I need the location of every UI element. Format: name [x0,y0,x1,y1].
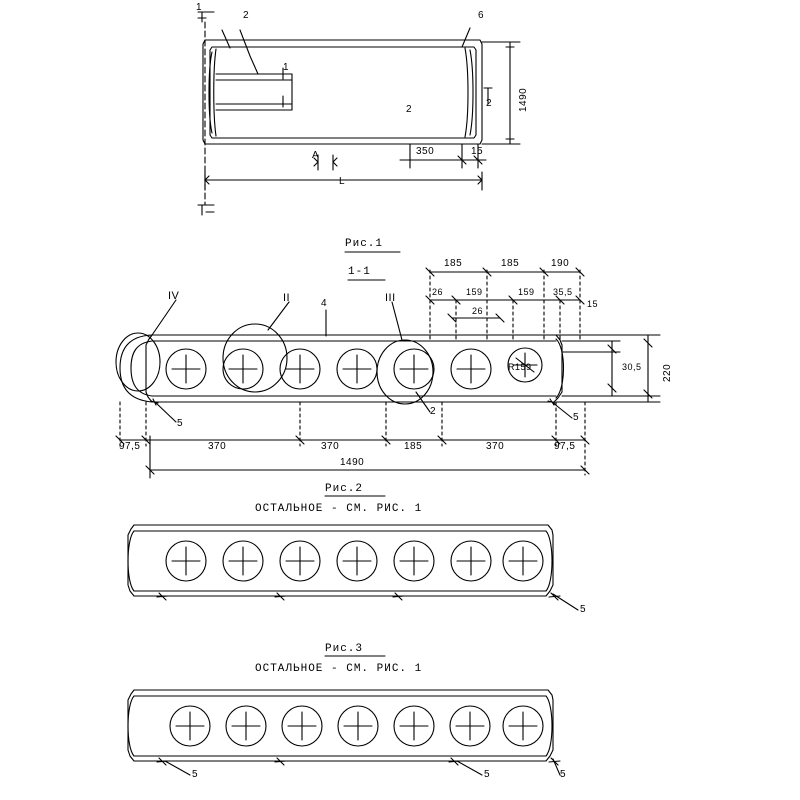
section-dim-220: 220 [662,363,673,382]
section-dim-97-5-left: 97,5 [119,441,141,452]
section-dim-26-b: 26 [472,306,484,316]
plan-callout-1-inner: 1 [283,62,290,73]
plan-callout-2-top: 2 [243,10,250,21]
fig4-view [128,690,560,775]
fig3-callout-5: 5 [580,604,587,615]
fig1-title: Рис.1 [345,238,384,250]
section-dim-159-b: 159 [518,287,535,297]
plan-dim-15: 15 [471,146,484,157]
section-dim-97-5-right: 97,5 [554,441,576,452]
plan-dim-1490: 1490 [518,87,529,112]
section-callout-5-right: 5 [573,412,580,423]
section-dim-185-a: 185 [444,258,463,269]
fig4-callout-5-c: 5 [560,769,567,780]
section-dim-370-a: 370 [208,441,227,452]
section-dim-370-b: 370 [321,441,340,452]
fig4-callout-5-b: 5 [484,769,491,780]
plan-callout-1-top: 1 [196,2,203,13]
plan-callout-6: 6 [478,10,485,21]
fig2-section-view [116,252,660,496]
section-dim-370-c: 370 [486,441,505,452]
plan-letter-L: L [339,176,346,187]
section-callout-2: 2 [430,406,437,417]
detail-mark-III: III [385,292,396,304]
detail-mark-II: II [283,292,291,304]
plan-callout-2-side: 2 [486,98,493,109]
plan-dim-350: 350 [416,146,435,157]
section-callout-4: 4 [321,298,328,309]
section-hole-radius: R159 [508,362,532,372]
section-dim-185-b: 185 [501,258,520,269]
section-dim-30-5: 30,5 [622,362,642,372]
fig1-plan-view [198,12,520,215]
fig4-callout-5-a: 5 [192,769,199,780]
detail-mark-IV: IV [168,290,180,302]
section-dim-159-a: 159 [466,287,483,297]
fig3-view [128,525,578,656]
plan-letter-A: A [312,150,320,161]
fig2-title: Рис.2 [325,483,364,495]
section-dim-26-a: 26 [432,287,444,297]
fig3-title: Рис.3 [325,643,364,655]
section-dim-15: 15 [587,299,599,309]
section-callout-5-left: 5 [177,418,184,429]
plan-callout-2-right: 2 [406,104,413,115]
section-dim-185-c: 185 [404,441,423,452]
section-dim-190: 190 [551,258,570,269]
section-dim-1490: 1490 [340,457,365,468]
fig3-note: ОСТАЛЬНОЕ - СМ. РИС. 1 [255,663,423,675]
section-dim-35-5: 35,5 [553,287,573,297]
section-mark-label: 1-1 [348,266,371,278]
fig2-note: ОСТАЛЬНОЕ - СМ. РИС. 1 [255,503,423,515]
